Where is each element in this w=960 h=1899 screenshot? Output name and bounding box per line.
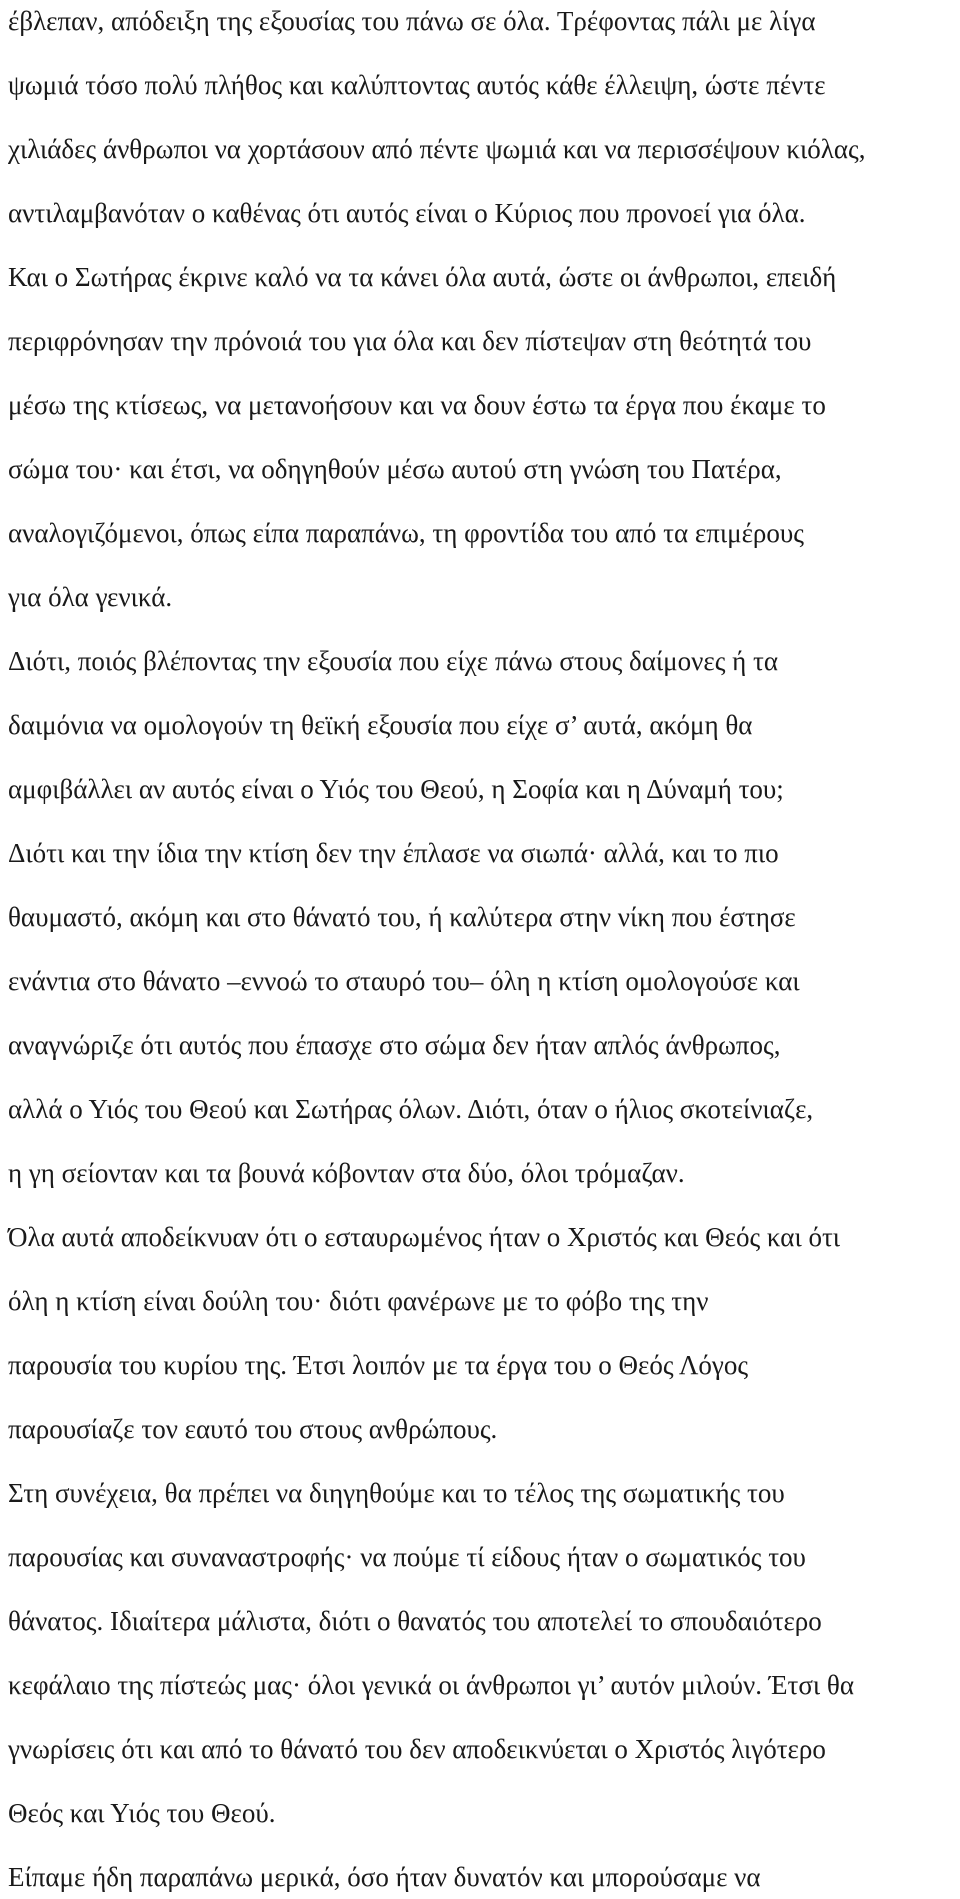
text-line: μέσω της κτίσεως, να μετανοήσουν και να δουν έστω τα έργα που έκαμε το (8, 390, 826, 420)
text-line: αναγνώριζε ότι αυτός που έπασχε στο σώμα δεν ήταν απλός άνθρωπος, (8, 1030, 781, 1060)
text-line: περιφρόνησαν την πρόνοιά του για όλα και δεν πίστεψαν στη θεότητά του (8, 326, 812, 356)
text-line: αμφιβάλλει αν αυτός είναι ο Υιός του Θεού, η Σοφία και η Δύναμή του; (8, 774, 784, 804)
text-line: Είπαμε ήδη παραπάνω μερικά, όσο ήταν δυνατόν και μπορούσαμε να (8, 1862, 761, 1892)
text-line: Διότι, ποιός βλέποντας την εξουσία που είχε πάνω στους δαίμονες ή τα (8, 646, 779, 676)
text-line: έβλεπαν, απόδειξη της εξουσίας του πάνω σε όλα. Τρέφοντας πάλι με λίγα (8, 6, 816, 36)
text-line: η γη σείονταν και τα βουνά κόβονταν στα δύο, όλοι τρόμαζαν. (8, 1158, 685, 1188)
text-line: όλη η κτίση είναι δούλη του· διότι φανέρωνε με το φόβο της την (8, 1286, 709, 1316)
text-line: παρουσία του κυρίου της. Έτσι λοιπόν με τα έργα του ο Θεός Λόγος (8, 1350, 749, 1380)
text-line: Όλα αυτά αποδείκνυαν ότι ο εσταυρωμένος ήταν ο Χριστός και Θεός και ότι (8, 1222, 841, 1252)
text-line: ψωμιά τόσο πολύ πλήθος και καλύπτοντας αυτός κάθε έλλειψη, ώστε πέντε (8, 70, 826, 100)
text-line: Διότι και την ίδια την κτίση δεν την έπλασε να σιωπά· αλλά, και το πιο (8, 838, 779, 868)
text-line: παρουσίας και συναναστροφής· να πούμε τί είδους ήταν ο σωματικός του (8, 1542, 806, 1572)
text-line: Στη συνέχεια, θα πρέπει να διηγηθούμε και το τέλος της σωματικής του (8, 1478, 785, 1508)
text-line: θαυμαστό, ακόμη και στο θάνατό του, ή καλύτερα στην νίκη που έστησε (8, 902, 796, 932)
text-line: αντιλαμβανόταν ο καθένας ότι αυτός είναι ο Κύριος που προνοεί για όλα. (8, 198, 806, 228)
text-line: για όλα γενικά. (8, 582, 173, 612)
text-line: γνωρίσεις ότι και από το θάνατό του δεν αποδεικνύεται ο Χριστός λιγότερο (8, 1734, 826, 1764)
text-line: χιλιάδες άνθρωποι να χορτάσουν από πέντε ψωμιά και να περισσέψουν κιόλας, (8, 134, 866, 164)
text-line: Και ο Σωτήρας έκρινε καλό να τα κάνει όλα αυτά, ώστε οι άνθρωποι, επειδή (8, 262, 837, 292)
text-line: παρουσίαζε τον εαυτό του στους ανθρώπους. (8, 1414, 498, 1444)
text-line: αλλά ο Υιός του Θεού και Σωτήρας όλων. Διότι, όταν ο ήλιος σκοτείνιαζε, (8, 1094, 814, 1124)
text-line: δαιμόνια να ομολογούν τη θεϊκή εξουσία που είχε σ’ αυτά, ακόμη θα (8, 710, 753, 740)
text-line: θάνατος. Ιδιαίτερα μάλιστα, διότι ο θανατός του αποτελεί το σπουδαιότερο (8, 1606, 822, 1636)
text-line: αναλογιζόμενοι, όπως είπα παραπάνω, τη φροντίδα του από τα επιμέρους (8, 518, 804, 548)
text-line: Θεός και Υιός του Θεού. (8, 1798, 276, 1828)
text-line: ενάντια στο θάνατο –εννοώ το σταυρό του– όλη η κτίση ομολογούσε και (8, 966, 800, 996)
text-line: κεφάλαιο της πίστεώς μας· όλοι γενικά οι άνθρωποι γι’ αυτόν μιλούν. Έτσι θα (8, 1670, 854, 1700)
text-line: σώμα του· και έτσι, να οδηγηθούν μέσω αυτού στη γνώση του Πατέρα, (8, 454, 782, 484)
